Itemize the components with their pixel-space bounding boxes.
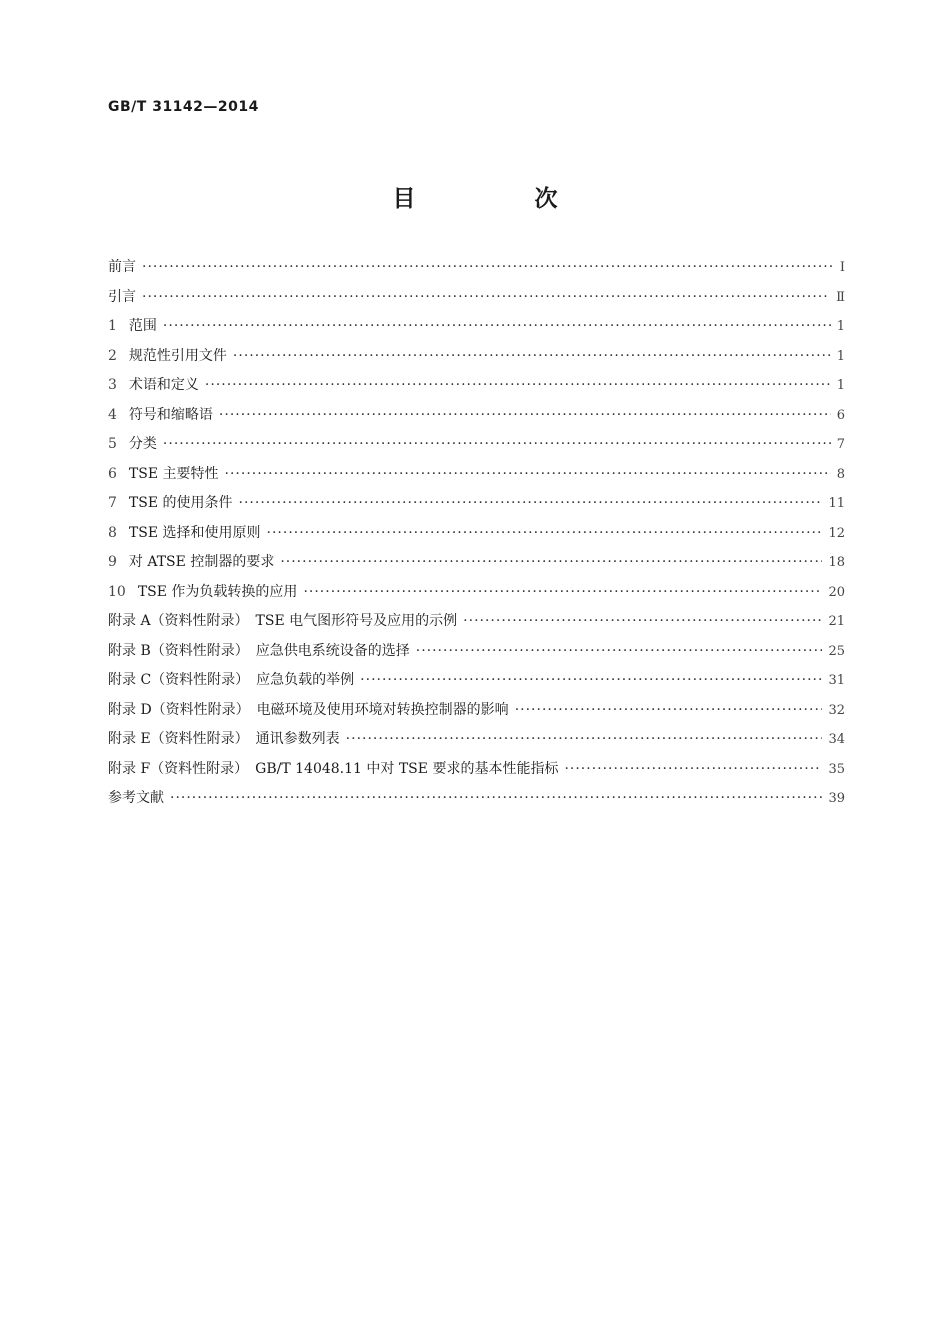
toc-entry-title xyxy=(108,374,199,394)
toc-entry-page: 21 xyxy=(828,614,845,629)
toc-entry-page: 11 xyxy=(828,496,845,511)
toc-entry[interactable] xyxy=(108,345,845,375)
toc-leader-dots xyxy=(280,554,822,570)
toc-entry-title xyxy=(108,286,136,306)
toc-entry-number: 4 xyxy=(108,406,117,423)
toc-leader-dots xyxy=(163,436,831,452)
toc-entry-title xyxy=(108,433,157,453)
toc-entry-page: 34 xyxy=(828,732,845,747)
toc-entry-label: 附录 E（资料性附录） 通讯参数列表 xyxy=(108,731,340,747)
toc-entry-label: 前言 xyxy=(108,259,136,275)
toc-entry-label: TSE 选择和使用原则 xyxy=(128,524,261,541)
toc-entry-number: 6 xyxy=(108,465,117,482)
toc-entry-title xyxy=(108,492,233,512)
toc-entry[interactable] xyxy=(108,699,845,729)
toc-entry-number: 5 xyxy=(108,436,117,452)
toc-entry-label: 对 ATSE 控制器的要求 xyxy=(128,554,275,570)
toc-entry-label: 附录 F（资料性附录） GB/T 14048.11 中对 TSE 要求的基本性能指标 xyxy=(108,760,559,777)
toc-entry-label: 分类 xyxy=(128,436,157,452)
toc-entry-page: 1 xyxy=(836,378,845,393)
toc-entry-page: 7 xyxy=(836,437,845,452)
toc-entry-title xyxy=(108,345,227,365)
toc-entry[interactable] xyxy=(108,728,845,758)
toc-entry[interactable] xyxy=(108,404,845,434)
toc-leader-dots xyxy=(219,407,831,423)
toc-entry[interactable] xyxy=(108,286,845,316)
toc-entry-label: 符号和缩略语 xyxy=(128,406,213,423)
toc-leader-dots xyxy=(515,702,823,718)
toc-entry-number: 1 xyxy=(108,318,117,334)
toc-entry-page: 35 xyxy=(828,761,845,777)
toc-entry-page: 32 xyxy=(828,702,845,718)
toc-leader-dots xyxy=(142,289,830,305)
toc-leader-dots xyxy=(346,731,823,747)
toc-leader-dots xyxy=(205,377,831,393)
toc-entry-title xyxy=(108,581,297,601)
toc-entry[interactable] xyxy=(108,669,845,699)
toc-entry[interactable] xyxy=(108,787,845,817)
toc-leader-dots xyxy=(142,259,834,275)
toc-leader-dots xyxy=(564,761,822,777)
toc-entry-page: 6 xyxy=(836,407,845,423)
toc-entry-title xyxy=(108,463,219,483)
toc-entry[interactable] xyxy=(108,463,845,493)
toc-entry-page: 8 xyxy=(836,466,845,482)
toc-leader-dots xyxy=(163,318,831,334)
toc-leader-dots xyxy=(233,348,831,364)
toc-entry[interactable] xyxy=(108,610,845,640)
toc-entry-number: 8 xyxy=(108,524,117,541)
toc-entry[interactable] xyxy=(108,522,845,552)
toc-leader-dots xyxy=(463,613,822,629)
toc-entry-page: 1 xyxy=(836,348,845,364)
toc-leader-dots xyxy=(416,643,823,659)
toc-entry-label: 附录 D（资料性附录） 电磁环境及使用环境对转换控制器的影响 xyxy=(108,701,509,718)
toc-entry-label: 附录 C（资料性附录） 应急负载的举例 xyxy=(108,672,355,688)
toc-entry-number: 9 xyxy=(108,554,117,570)
toc-entry-label: TSE 的使用条件 xyxy=(128,495,233,511)
toc-entry-title xyxy=(108,522,261,542)
toc-entry-label: 引言 xyxy=(108,288,136,305)
toc-entry[interactable] xyxy=(108,758,845,788)
toc-leader-dots xyxy=(267,525,823,541)
toc-entry-number: 3 xyxy=(108,377,117,393)
toc-entry[interactable] xyxy=(108,581,845,611)
toc-entry-title xyxy=(108,669,354,689)
toc-entry-label: TSE 作为负载转换的应用 xyxy=(137,583,298,600)
toc-leader-dots xyxy=(360,672,822,688)
toc-entry-page: Ⅰ xyxy=(839,260,845,275)
toc-entry-label: 附录 B（资料性附录） 应急供电系统设备的选择 xyxy=(108,642,410,659)
toc-leader-dots xyxy=(303,584,822,600)
toc-entry-title xyxy=(108,787,164,807)
toc-entry-title xyxy=(108,315,157,335)
toc-entry-title xyxy=(108,758,558,778)
toc-entry[interactable] xyxy=(108,551,845,581)
toc-entry-page: Ⅱ xyxy=(836,289,845,305)
toc-entry[interactable] xyxy=(108,256,845,286)
toc-entry-page: 12 xyxy=(828,525,845,541)
toc-entry-title xyxy=(108,404,213,424)
toc-entry-label: 规范性引用文件 xyxy=(128,347,227,364)
page-title: 目 次 xyxy=(392,186,606,212)
toc-entry-title xyxy=(108,610,457,630)
toc-entry-title xyxy=(108,256,136,276)
toc-entry[interactable] xyxy=(108,433,845,463)
toc-entry-page: 18 xyxy=(828,555,845,570)
toc-entry-title xyxy=(108,640,410,660)
toc-entry-number: 10 xyxy=(108,583,126,600)
toc-entry-page: 1 xyxy=(836,319,845,334)
toc-leader-dots xyxy=(170,790,822,806)
table-of-contents xyxy=(108,256,845,817)
toc-entry[interactable] xyxy=(108,492,845,522)
toc-entry-label: TSE 主要特性 xyxy=(128,465,219,482)
toc-entry-title xyxy=(108,551,274,571)
toc-entry[interactable] xyxy=(108,640,845,670)
toc-entry-label: 参考文献 xyxy=(108,790,164,806)
toc-entry-page: 25 xyxy=(828,643,845,659)
toc-entry-page: 39 xyxy=(828,791,845,806)
toc-entry-number: 7 xyxy=(108,495,117,511)
toc-entry-label: 附录 A（资料性附录） TSE 电气图形符号及应用的示例 xyxy=(108,613,458,629)
toc-leader-dots xyxy=(239,495,823,511)
toc-entry-page: 20 xyxy=(828,584,845,600)
toc-entry[interactable] xyxy=(108,374,845,404)
standard-code: GB/T 31142—2014 xyxy=(108,99,259,115)
toc-entry-title xyxy=(108,699,509,719)
toc-entry[interactable] xyxy=(108,315,845,345)
toc-entry-title xyxy=(108,728,340,748)
toc-entry-label: 术语和定义 xyxy=(128,377,199,393)
toc-entry-page: 31 xyxy=(828,673,845,688)
toc-entry-number: 2 xyxy=(108,347,117,364)
toc-entry-label: 范围 xyxy=(128,318,157,334)
toc-leader-dots xyxy=(225,466,831,482)
